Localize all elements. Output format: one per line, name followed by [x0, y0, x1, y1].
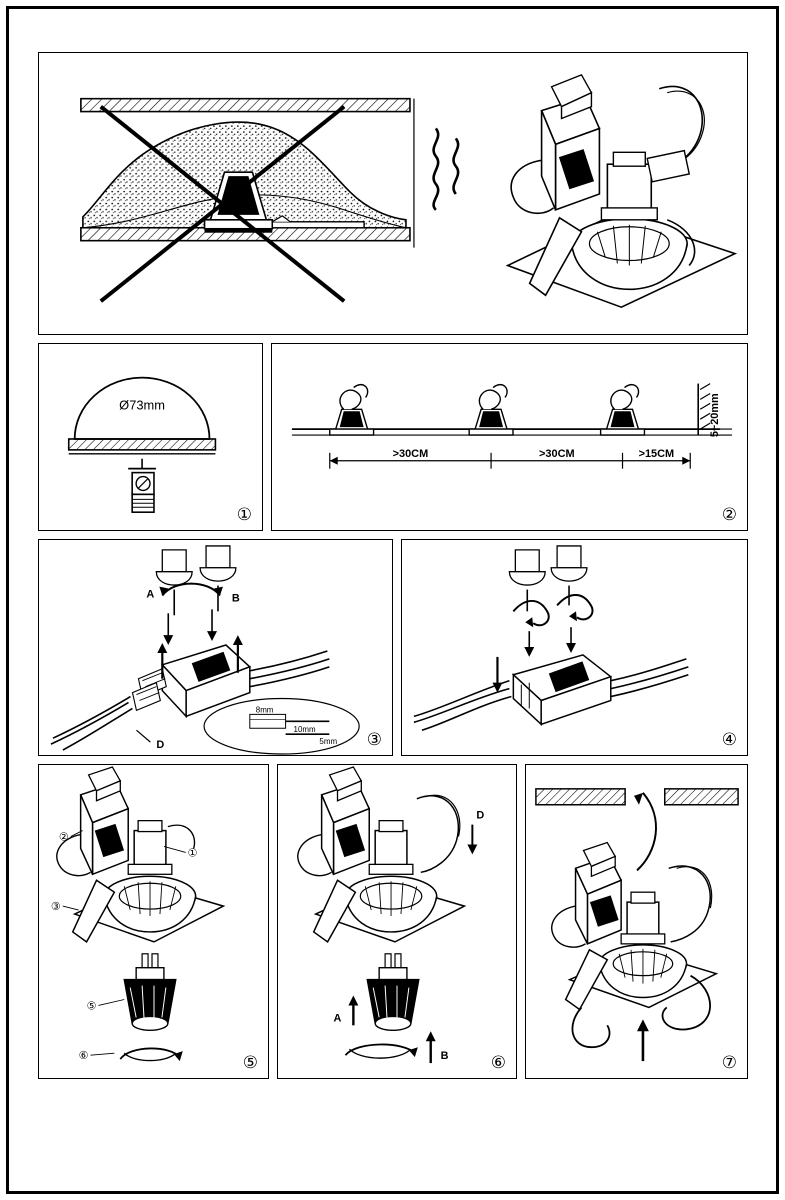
- step-number-2: ②: [721, 505, 737, 525]
- cutout-diameter-label: Ø73mm: [119, 397, 165, 413]
- step-number-1: ①: [236, 505, 252, 525]
- label-a-step3: A: [146, 588, 155, 601]
- callout-3-step5: ③: [50, 901, 61, 914]
- panel-step-5-exploded: [38, 764, 269, 1079]
- panel-step-2-spacing: [271, 343, 748, 531]
- panel-step-4-wiring-closed: [401, 539, 748, 756]
- step-number-4: ④: [721, 730, 737, 750]
- panel-top-illustration: [39, 53, 747, 334]
- label-b-step3: B: [231, 592, 240, 605]
- panel-step-3-wiring-open: [38, 539, 393, 756]
- label-a-step6: A: [333, 1012, 342, 1025]
- panel-7-illustration: [526, 765, 747, 1078]
- panel-2-illustration: [272, 344, 747, 530]
- panel-step-6-insert-lamp: [277, 764, 517, 1079]
- callout-1-step5: ①: [187, 847, 198, 860]
- spacing-label-3: >15CM: [638, 447, 675, 460]
- ceiling-thickness-label: 5~20mm: [709, 393, 722, 438]
- detail-note-2: 10mm: [293, 725, 316, 735]
- spacing-label-2: >30CM: [539, 447, 575, 460]
- callout-5-step5: ⑤: [86, 1000, 97, 1013]
- panel-1-illustration: [39, 344, 262, 530]
- panel-warning-and-overview: [38, 52, 748, 335]
- step-number-5: ⑤: [242, 1053, 258, 1073]
- label-d-step6: D: [476, 809, 485, 822]
- insulation-warning-illustration: [81, 99, 458, 302]
- callout-6-step5: ⑥: [78, 1050, 89, 1063]
- detail-note-1: 8mm: [255, 705, 274, 715]
- fixture-overview-illustration: [508, 75, 735, 307]
- detail-note-3: 5mm: [319, 737, 338, 747]
- panel-step-1-cutout: [38, 343, 263, 531]
- panel-step-7-push-into-ceiling: [525, 764, 748, 1079]
- step-number-6: ⑥: [490, 1053, 506, 1073]
- label-b-step6: B: [440, 1050, 449, 1063]
- spacing-label-1: >30CM: [392, 447, 429, 460]
- panel-6-illustration: [278, 765, 516, 1078]
- panel-3-illustration: [39, 540, 392, 755]
- panel-5-illustration: [39, 765, 268, 1078]
- panel-4-illustration: [402, 540, 747, 755]
- label-d-step3: D: [156, 739, 165, 752]
- callout-2-step5: ②: [58, 831, 69, 844]
- step-number-3: ③: [366, 730, 382, 750]
- step-number-7: ⑦: [721, 1053, 737, 1073]
